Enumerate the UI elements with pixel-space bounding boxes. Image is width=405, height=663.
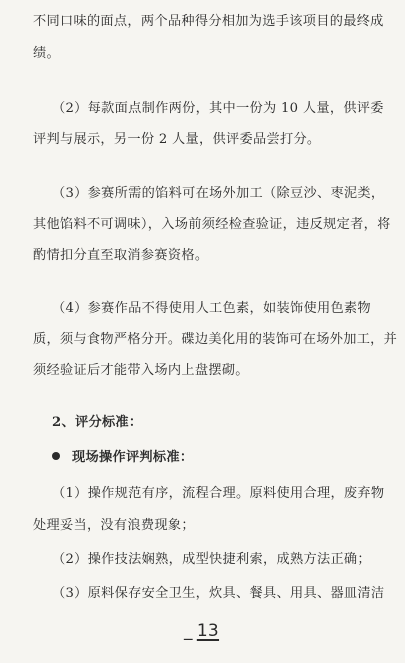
paragraph-line: 绩。	[33, 46, 60, 61]
criteria-heading-text: 现场操作评判标准：	[72, 450, 194, 465]
paragraph-line: 须经验证后才能带入场内上盘摆砌。	[33, 363, 249, 378]
paragraph-line: 质，须与食物严格分开。碟边美化用的装饰可在场外加工，并	[33, 332, 398, 347]
paragraph-line: （3）原料保存安全卫生，炊具、餐具、用具、器皿清洁	[52, 586, 385, 601]
paragraph-line: 评判与展示，另一份 2 人量，供评委品尝打分。	[33, 132, 321, 147]
bullet-icon	[52, 452, 60, 460]
paragraph-line: （4）参赛作品不得使用人工色素，如装饰使用色素物	[52, 301, 371, 316]
paragraph-line: （2）操作技法娴熟，成型快捷利索，成熟方法正确；	[52, 552, 371, 567]
paragraph-line: 处理妥当，没有浪费现象；	[33, 518, 195, 533]
paragraph-line: （2）每款面点制作两份，其中一份为 10 人量，供评委	[52, 101, 384, 116]
paragraph-line: （3）参赛所需的馅料可在场外加工（除豆沙、枣泥类，	[52, 186, 385, 201]
page-number-dash: _	[184, 621, 193, 641]
page-number-value: 13	[196, 621, 220, 641]
paragraph-line: 不同口味的面点，两个品种得分相加为选手该项目的最终成	[33, 14, 384, 29]
section-heading: 2、评分标准：	[52, 415, 143, 430]
page-number	[184, 621, 219, 641]
paragraph-line: （1）操作规范有序，流程合理。原料使用合理，废弃物	[52, 486, 385, 501]
paragraph-line: 酌情扣分直至取消参赛资格。	[33, 248, 209, 263]
paragraph-line: 其他馅料不可调味），入场前须经检查验证，违反规定者，将	[33, 217, 391, 232]
criteria-heading	[52, 446, 193, 465]
